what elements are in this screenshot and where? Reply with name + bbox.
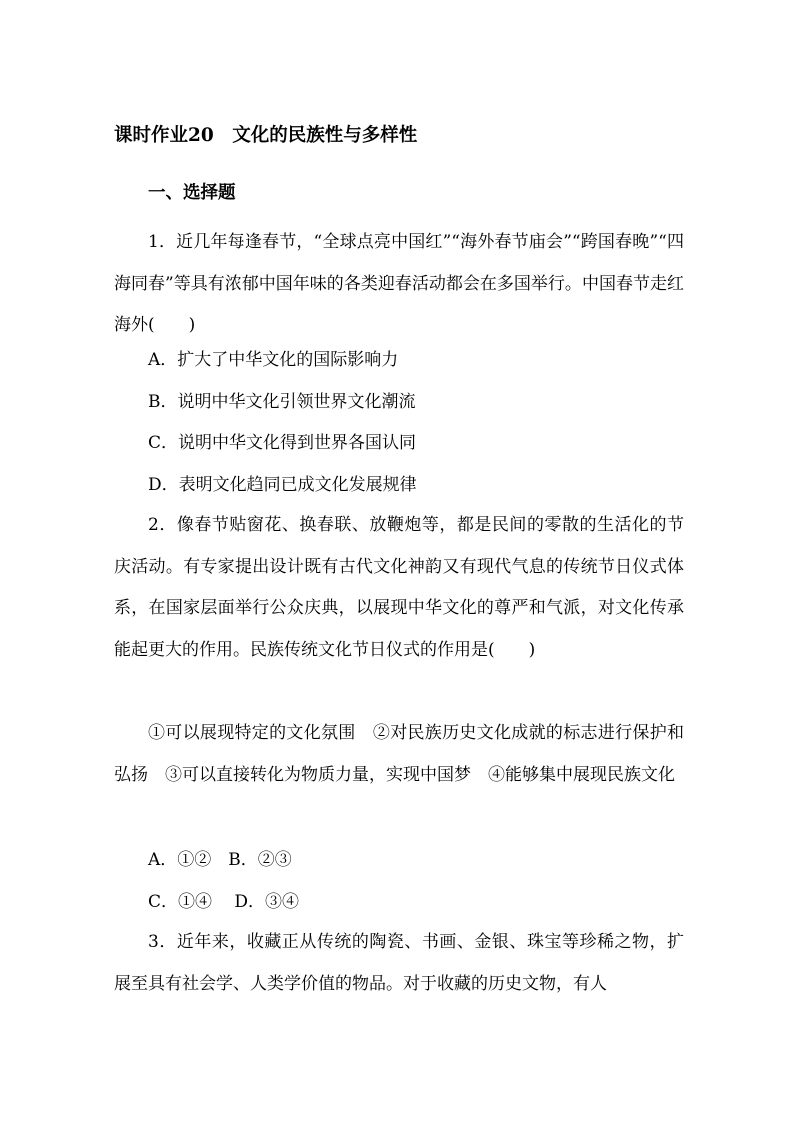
section-heading: 一、选择题: [148, 183, 236, 203]
question-2-option-ab: A．①② B．②③: [148, 850, 292, 870]
question-1-option-b: B．说明中华文化引领世界文化潮流: [148, 392, 416, 412]
question-2-statements: ①可以展现特定的文化氛围 ②对民族历史文化成就的标志进行保护和弘扬 ③可以直接转化为物质力量，实现中国梦 ④能够集中展现民族文化: [114, 723, 684, 785]
question-1-stem: 1．近几年每逢春节，“全球点亮中国红”“海外春节庙会”“跨国春晚”“四海同春”等具有浓郁中国年味的各类迎春活动都会在多国举行。中国春节走红海外( ): [114, 232, 684, 336]
page-title: 课时作业20 文化的民族性与多样性: [114, 125, 418, 146]
question-3-stem: 3．近年来，收藏正从传统的陶瓷、书画、金银、珠宝等珍稀之物，扩展至具有社会学、人类学价值的物品。对于收藏的历史文物，有人: [114, 932, 684, 994]
question-1-option-d: D．表明文化趋同已成文化发展规律: [148, 475, 417, 495]
question-1-option-a: A．扩大了中华文化的国际影响力: [148, 350, 399, 370]
question-2-stem: 2．像春节贴窗花、换春联、放鞭炮等，都是民间的零散的生活化的节庆活动。有专家提出设计既有古代文化神韵又有现代气息的传统节日仪式体系，在国家层面举行公众庆典，以展现中华文化的尊严和气派，对文化传承能起更大的作用。民族传统文化节日仪式的作用是( ): [114, 515, 684, 660]
question-1-option-c: C．说明中华文化得到世界各国认同: [148, 433, 417, 453]
question-2-option-cd: C．①④ D．③④: [148, 892, 300, 912]
